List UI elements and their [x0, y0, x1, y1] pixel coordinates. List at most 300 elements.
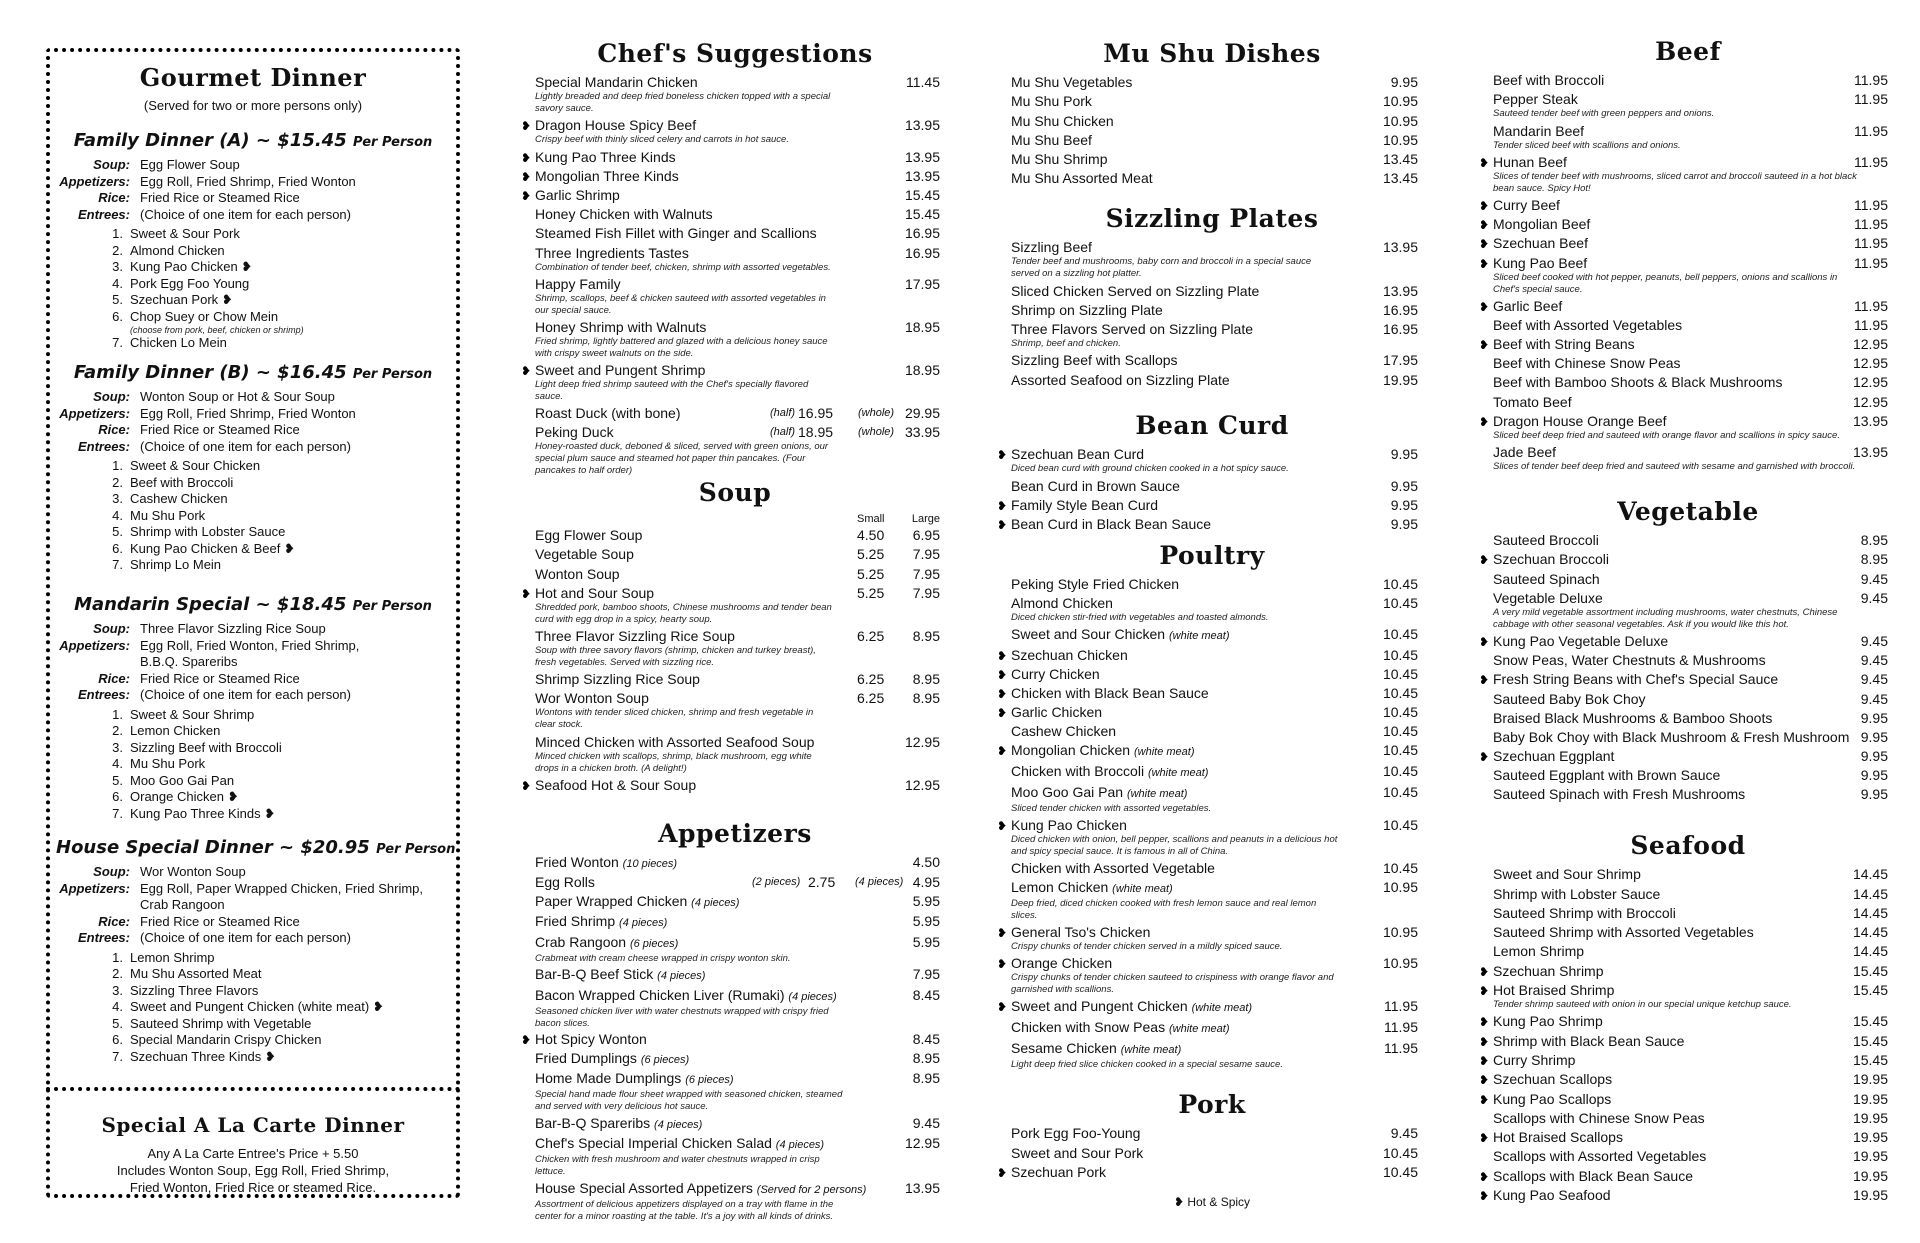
field-value: Egg Roll, Fried Shrimp, Fried Wonton	[140, 405, 356, 421]
item-name: Chicken with Broccoli	[1011, 763, 1145, 779]
item-name: Dragon House Orange Beef	[1493, 412, 1667, 429]
field-value: Wonton Soup or Hot & Sour Soup	[140, 389, 335, 404]
item-price: 10.95	[1382, 131, 1418, 148]
item-name: Bean Curd in Brown Sauce	[1011, 477, 1180, 494]
menu-item	[530, 893, 940, 912]
entree-item	[102, 1032, 450, 1049]
item-price: 8.95	[1860, 532, 1888, 549]
item-description: Tender beef and mushrooms, baby corn and broccoli in a special sauce served on a sizzling hot platter.	[1011, 256, 1312, 280]
menu-item	[1488, 943, 1888, 960]
item-name: Sauteed Shrimp with Broccoli	[1493, 904, 1676, 921]
entree-number: 1.	[112, 458, 123, 473]
entree-number: 2.	[112, 242, 123, 258]
item-description: Sliced tender chicken with assorted vegetables.	[1011, 803, 1212, 814]
hot-pepper-icon: ❥	[280, 540, 295, 556]
entree-note: (choose from pork, beef, chicken or shrimp)	[130, 325, 304, 335]
section-title: Soup	[698, 478, 772, 507]
item-name: Sizzling Beef with Scallops	[1011, 352, 1178, 369]
dinner-field-row	[56, 897, 450, 914]
item-name: Fried Shrimp	[535, 913, 616, 929]
menu-item	[530, 1115, 940, 1134]
item-name: Hot and Sour Soup	[535, 584, 655, 601]
entree-name: Sweet and Pungent Chicken (white meat)	[130, 999, 370, 1014]
soup-section	[521, 475, 940, 794]
item-name: Chicken with Black Bean Sauce	[1011, 685, 1209, 701]
item-price: 10.45	[1382, 1163, 1418, 1180]
item-price: 9.45	[1860, 652, 1888, 669]
entree-number: 4.	[112, 999, 123, 1014]
mushu-section	[1006, 36, 1418, 187]
item-name: Beef with String Beans	[1493, 336, 1635, 353]
item-name: Mu Shu Vegetables	[1011, 74, 1133, 91]
entree-name: Lemon Chicken	[130, 723, 221, 738]
item-meat-note: (white meat)	[1120, 1044, 1182, 1056]
hot-pepper-icon: ❥	[1479, 256, 1490, 271]
menu-item	[1488, 571, 1888, 588]
field-value: Egg Roll, Paper Wrapped Chicken, Fried Shrimp,	[140, 880, 423, 896]
item-name: Szechuan Scallops	[1493, 1071, 1613, 1088]
entree-item	[102, 524, 450, 541]
entree-number: 2.	[112, 474, 123, 490]
item-name: Honey Shrimp with Walnuts	[535, 318, 707, 335]
size-small-label: Small	[857, 513, 885, 525]
entree-item	[102, 983, 450, 1000]
menu-item	[1488, 924, 1888, 941]
item-description: Crispy chunks of tender chicken served in a mildly spiced sauce.	[1011, 941, 1283, 952]
vegetable-section	[1479, 494, 1888, 803]
hot-pepper-icon: ❥	[1479, 984, 1490, 999]
item-name: Garlic Shrimp	[535, 186, 620, 203]
entree-item	[102, 557, 450, 574]
menu-item	[1488, 886, 1888, 903]
section-title: Beef	[1655, 37, 1721, 66]
item-price: 15.45	[1852, 962, 1888, 979]
dinner-title	[56, 837, 456, 858]
menu-item	[997, 496, 1418, 514]
menu-item	[530, 734, 940, 775]
item-description: Slices of tender beef with mushrooms, sliced carrot and broccoli sauteed in a hot black bean sauce. Spicy Hot!	[1493, 170, 1857, 194]
entree-number: 3.	[112, 491, 123, 506]
menu-item	[1479, 1013, 1888, 1030]
hot-pepper-icon: ❥	[261, 1048, 276, 1064]
dinner-fields	[56, 864, 450, 947]
item-name: Szechuan Chicken	[1011, 647, 1128, 663]
menu-item	[1006, 74, 1418, 91]
entree-number: 7.	[112, 1048, 123, 1064]
dinner-field-row	[56, 621, 450, 638]
field-key: Soup:	[93, 157, 130, 172]
entree-number: 7.	[112, 805, 123, 821]
entree-name: Sizzling Beef with Broccoli	[130, 739, 282, 755]
dinner-field-row	[56, 157, 450, 174]
hot-pepper-icon: ❥	[1479, 673, 1490, 688]
sizzling-section	[1006, 201, 1418, 389]
hot-pepper-icon: ❥	[1479, 237, 1490, 252]
item-price: 11.95	[1854, 316, 1888, 333]
item-name: Fresh String Beans with Chef's Special Sauce	[1493, 671, 1779, 688]
item-description: Tender sliced beef with scallions and onions.	[1493, 139, 1681, 151]
item-price: 10.95	[1382, 93, 1418, 110]
item-price: 13.95	[1382, 239, 1418, 256]
dinner-title	[56, 130, 450, 151]
entree-item	[102, 950, 450, 967]
item-name: Mandarin Beef	[1493, 122, 1585, 139]
item-name: Orange Chicken	[1011, 955, 1113, 971]
item-name: Hot Braised Shrimp	[1493, 982, 1615, 999]
gourmet-title: Gourmet Dinner	[139, 63, 367, 92]
dinner-field-row	[56, 174, 450, 191]
item-price: 11.95	[1854, 297, 1888, 314]
item-name: Szechuan Eggplant	[1493, 748, 1615, 765]
item-name: Vegetable Soup	[535, 546, 634, 563]
entree-item	[102, 541, 450, 558]
item-name: Sweet and Sour Shrimp	[1493, 866, 1641, 883]
item-meat-note: (white meat)	[1191, 1002, 1253, 1014]
hot-pepper-icon: ❥	[997, 706, 1008, 720]
item-price: 10.45	[1382, 817, 1418, 833]
hot-pepper-icon: ❥	[521, 364, 532, 379]
menu-item	[1479, 1129, 1888, 1146]
item-name: Szechuan Pork	[1011, 1163, 1106, 1180]
menu-item	[997, 647, 1418, 664]
entree-item	[102, 508, 450, 525]
menu-item	[530, 405, 940, 422]
menu-item	[530, 966, 940, 985]
menu-item	[1479, 196, 1888, 214]
menu-item	[1488, 1110, 1888, 1127]
item-price: 12.95	[904, 1135, 940, 1151]
item-quantity-large: (4 pieces)	[855, 876, 904, 888]
dinner-field-row	[56, 406, 450, 423]
item-price: 11.95	[1854, 235, 1888, 252]
dinner-field-row	[56, 422, 450, 439]
item-name: Wonton Soup	[535, 565, 620, 582]
item-name: Home Made Dumplings	[535, 1070, 682, 1086]
menu-item	[530, 854, 940, 873]
item-name: Crab Rangoon	[535, 933, 627, 950]
item-price: 5.95	[912, 892, 940, 909]
pork-section	[997, 1087, 1418, 1181]
hot-pepper-icon: ❥	[1479, 964, 1490, 979]
item-name: Curry Chicken	[1011, 666, 1100, 682]
item-description: Combination of tender beef, chicken, shrimp with assorted vegetables.	[535, 261, 831, 273]
item-description: Sauteed tender beef with green peppers and onions.	[1493, 108, 1715, 120]
hot-pepper-icon: ❥	[997, 498, 1008, 513]
item-name: Shrimp Sizzling Rice Soup	[535, 671, 700, 688]
entree-item	[102, 740, 450, 757]
hot-pepper-icon: ❥	[521, 119, 532, 134]
hot-pepper-icon: ❥	[218, 292, 233, 307]
menu-item	[1479, 297, 1888, 315]
dinner-field-row	[56, 914, 450, 931]
pepper-icon: ❥	[1173, 1195, 1188, 1209]
item-quantity: (4 pieces)	[654, 1118, 703, 1131]
menu-item	[1488, 710, 1888, 727]
hot-pepper-icon: ❥	[1479, 299, 1490, 314]
size-header	[530, 511, 940, 525]
entree-number: 3.	[112, 982, 123, 998]
entree-name: Szechuan Three Kinds	[130, 1048, 262, 1064]
menu-item	[530, 319, 940, 360]
menu-item	[1488, 866, 1888, 883]
item-price: 17.95	[904, 275, 940, 292]
dinner-name: House Special Dinner ~ $20.95	[56, 837, 370, 858]
item-price: 9.95	[1860, 767, 1888, 784]
menu-item	[1006, 626, 1418, 645]
menu-item	[1006, 283, 1418, 300]
item-price: 9.95	[1390, 446, 1418, 463]
entree-name: Shrimp Lo Mein	[130, 557, 222, 572]
item-price: 10.45	[1382, 784, 1418, 800]
item-name: Lemon Chicken	[1011, 879, 1109, 895]
menu-item	[1006, 132, 1418, 149]
menu-item	[997, 666, 1418, 683]
menu-item	[1488, 355, 1888, 372]
menu-item	[1479, 671, 1888, 688]
menu-item	[1006, 860, 1418, 877]
dinner-name: Family Dinner (B) ~ $16.45	[73, 362, 347, 383]
entree-name: Mu Shu Assorted Meat	[130, 966, 262, 981]
menu-item	[1006, 1040, 1418, 1071]
item-price: 8.45	[912, 1031, 940, 1047]
menu-item	[1479, 748, 1888, 765]
hot-pepper-icon: ❥	[369, 999, 384, 1014]
item-name: Hot Braised Scallops	[1493, 1129, 1623, 1146]
menu-item	[1488, 652, 1888, 669]
item-name: Shrimp with Lobster Sauce	[1493, 885, 1661, 902]
dinner-field-row	[56, 207, 450, 224]
hot-pepper-icon: ❥	[1479, 1073, 1490, 1088]
entree-name: Szechuan Pork	[130, 292, 219, 307]
entree-item	[102, 309, 450, 336]
item-description: Light deep fried slice chicken cooked in a special sesame sauce.	[1011, 1059, 1283, 1070]
item-meat-note: (white meat)	[1133, 746, 1195, 758]
menu-item	[997, 685, 1418, 702]
item-price: 9.45	[1860, 589, 1888, 606]
item-price: 9.95	[1860, 709, 1888, 726]
item-description: A very mild vegetable assortment including mushrooms, water chestnuts, Chinese cabbage with other seasonal vegetables. Ask if you would like this hot.	[1493, 606, 1838, 630]
hot-pepper-icon: ❥	[1479, 1053, 1490, 1068]
entree-name: Pork Egg Foo Young	[130, 275, 250, 291]
menu-item	[530, 874, 940, 891]
entree-number: 5.	[112, 1015, 123, 1031]
item-quantity: (6 pieces)	[685, 1074, 734, 1086]
dinner-block	[56, 837, 456, 1065]
size-large-label: Large	[911, 513, 940, 525]
menu-item	[530, 690, 940, 731]
item-price: 12.95	[1852, 374, 1888, 391]
item-price-large: 8.95	[912, 671, 940, 688]
item-price-small: 5.25	[857, 546, 885, 563]
item-price-small: 5.25	[857, 565, 885, 582]
item-name: Sweet and Sour Chicken	[1011, 626, 1166, 642]
dinner-field-row	[56, 671, 450, 688]
item-quantity-small: (2 pieces)	[752, 876, 801, 888]
item-quantity: (6 pieces)	[629, 937, 679, 950]
entree-number: 5.	[112, 292, 123, 307]
entree-number: 4.	[112, 275, 123, 291]
item-name: Shrimp with Black Bean Sauce	[1493, 1032, 1685, 1049]
item-name: Hunan Beef	[1493, 153, 1567, 170]
section-title: Poultry	[1159, 541, 1265, 570]
menu-item	[530, 225, 940, 242]
item-price: 17.95	[1382, 352, 1418, 369]
menu-item	[1479, 336, 1888, 353]
item-quantity: (10 pieces)	[622, 857, 678, 870]
half-label: (half)	[770, 407, 796, 420]
menu-item	[1488, 786, 1888, 803]
menu-item	[1488, 374, 1888, 391]
item-name: Sweet and Sour Pork	[1011, 1144, 1144, 1161]
item-name: Sauteed Baby Bok Choy	[1493, 690, 1646, 707]
entree-item	[102, 292, 450, 309]
menu-item	[1006, 1145, 1418, 1162]
menu-item	[997, 704, 1418, 721]
item-meat-note: (white meat)	[1112, 883, 1173, 895]
hot-pepper-icon: ❥	[1479, 1092, 1490, 1107]
item-price: 11.95	[1854, 153, 1888, 170]
item-description: Sliced beef deep fried and sauteed with orange flavor and scallions in spicy sauce.	[1493, 429, 1840, 441]
hot-pepper-icon: ❥	[1479, 1169, 1490, 1184]
menu-item	[1488, 691, 1888, 708]
item-price: 13.95	[904, 1179, 940, 1196]
item-price: 10.45	[1382, 860, 1418, 876]
item-quantity: (4 pieces)	[657, 970, 706, 982]
chef-section	[521, 36, 940, 477]
dinner-name: Mandarin Special ~ $18.45	[74, 594, 347, 615]
menu-item	[997, 516, 1418, 533]
item-price-small: 5.25	[857, 584, 885, 601]
hot-pepper-icon: ❥	[997, 668, 1008, 682]
menu-item	[997, 817, 1418, 858]
item-price: 10.45	[1382, 576, 1418, 592]
item-name: Egg Rolls	[535, 874, 595, 890]
item-price-large: 7.95	[912, 565, 940, 582]
item-price: 9.45	[1390, 1125, 1418, 1142]
item-description: Crabmeat with cream cheese wrapped in crispy wonton skin.	[535, 952, 791, 964]
section-title: Chef's Suggestions	[597, 39, 873, 68]
menu-item	[1006, 239, 1418, 280]
hot-pepper-icon: ❥	[997, 448, 1008, 463]
item-price: 16.95	[1382, 321, 1418, 338]
item-name: Sizzling Beef	[1011, 239, 1092, 256]
dinner-field-row	[56, 930, 450, 947]
entree-item	[102, 966, 450, 983]
item-name: Cashew Chicken	[1011, 723, 1117, 739]
entree-number: 5.	[112, 772, 123, 788]
hot-pepper-icon: ❥	[260, 805, 276, 821]
entree-number: 4.	[112, 756, 123, 771]
entree-item	[102, 806, 450, 823]
entree-number: 3.	[112, 259, 123, 274]
section-title: Pork	[1178, 1090, 1246, 1119]
item-name: Steamed Fish Fillet with Ginger and Scallions	[535, 225, 817, 242]
menu-item	[530, 1180, 940, 1223]
item-name: Garlic Chicken	[1011, 704, 1103, 720]
item-price: 9.45	[912, 1114, 940, 1131]
entree-number: 1.	[112, 226, 123, 241]
item-description: Chicken with fresh mushroom and water chestnuts wrapped in crisp lettuce.	[535, 1154, 820, 1177]
item-quantity: (4 pieces)	[691, 896, 740, 909]
entree-list	[56, 707, 450, 823]
item-price-small: 6.25	[857, 671, 885, 688]
whole-price: 33.95	[904, 424, 940, 441]
item-description: Tender shrimp sauteed with onion in our special unique ketchup sauce.	[1493, 999, 1792, 1011]
item-price: 18.95	[904, 318, 940, 335]
item-name: Scallops with Chinese Snow Peas	[1493, 1109, 1705, 1126]
menu-item	[521, 148, 940, 166]
item-name: Chef's Special Imperial Chicken Salad	[535, 1135, 772, 1151]
hot-pepper-icon: ❥	[521, 169, 532, 184]
menu-item	[530, 934, 940, 965]
item-price: 10.45	[1382, 685, 1418, 701]
dinner-fields	[56, 389, 450, 455]
item-quantity: (6 pieces)	[640, 1053, 690, 1066]
item-price-large: 6.95	[912, 527, 940, 544]
item-description: Shrimp, scallops, beef & chicken sauteed with assorted vegetables in our special sauce.	[535, 292, 826, 316]
item-name: Chicken with Snow Peas	[1011, 1019, 1166, 1035]
item-price: 11.95	[1384, 1040, 1418, 1056]
menu-item	[1006, 595, 1418, 624]
entree-item	[102, 243, 450, 260]
field-value: (Choice of one item for each person)	[140, 930, 351, 945]
item-name: Mongolian Beef	[1493, 216, 1591, 233]
item-price: 14.45	[1852, 904, 1888, 921]
field-value: (Choice of one item for each person)	[140, 206, 351, 222]
menu-item	[1479, 216, 1888, 233]
item-price: 15.45	[1852, 1013, 1888, 1030]
item-name: Snow Peas, Water Chestnuts & Mushrooms	[1493, 652, 1766, 669]
menu-item	[530, 913, 940, 932]
field-key: Entrees:	[77, 687, 130, 702]
item-price-large: 8.95	[912, 627, 940, 644]
item-name: Jade Beef	[1493, 444, 1557, 460]
item-price: 8.95	[1860, 551, 1888, 568]
item-name: Bean Curd in Black Bean Sauce	[1011, 516, 1212, 533]
item-name: Minced Chicken with Assorted Seafood Soup	[535, 733, 815, 750]
item-price: 8.45	[912, 986, 940, 1003]
item-name: Almond Chicken	[1011, 595, 1113, 611]
item-name: Dragon House Spicy Beef	[535, 117, 697, 134]
field-value: Egg Flower Soup	[140, 157, 240, 172]
hot-pepper-icon: ❥	[521, 188, 532, 203]
field-value: (Choice of one item for each person)	[140, 687, 351, 702]
menu-item	[1479, 412, 1888, 442]
item-description: Crispy beef with thinly sliced celery and carrots in hot sauce.	[535, 134, 789, 146]
item-name: Peking Duck	[535, 424, 614, 441]
menu-item	[997, 924, 1418, 953]
menu-item	[521, 776, 940, 794]
menu-item	[1479, 254, 1888, 296]
item-name: Sauteed Eggplant with Brown Sauce	[1493, 767, 1721, 784]
hot-pepper-icon: ❥	[1479, 1189, 1490, 1204]
hot-pepper-icon: ❥	[521, 1033, 532, 1047]
entree-name: Kung Pao Chicken & Beef	[130, 540, 281, 556]
item-price: 15.45	[1852, 1032, 1888, 1049]
field-value: Fried Rice or Steamed Rice	[140, 190, 300, 205]
item-name: Vegetable Deluxe	[1493, 589, 1603, 606]
item-price: 8.95	[912, 1070, 940, 1086]
menu-item	[1488, 123, 1888, 152]
menu-item	[521, 584, 940, 626]
item-price: 11.95	[1384, 1019, 1418, 1035]
item-name: Paper Wrapped Chicken	[535, 892, 688, 909]
item-name: Bar-B-Q Beef Stick	[535, 966, 654, 982]
item-price: 10.45	[1382, 704, 1418, 720]
item-name: Curry Shrimp	[1493, 1051, 1576, 1068]
item-name: Szechuan Bean Curd	[1011, 446, 1145, 463]
item-name: Scallops with Assorted Vegetables	[1493, 1148, 1707, 1165]
